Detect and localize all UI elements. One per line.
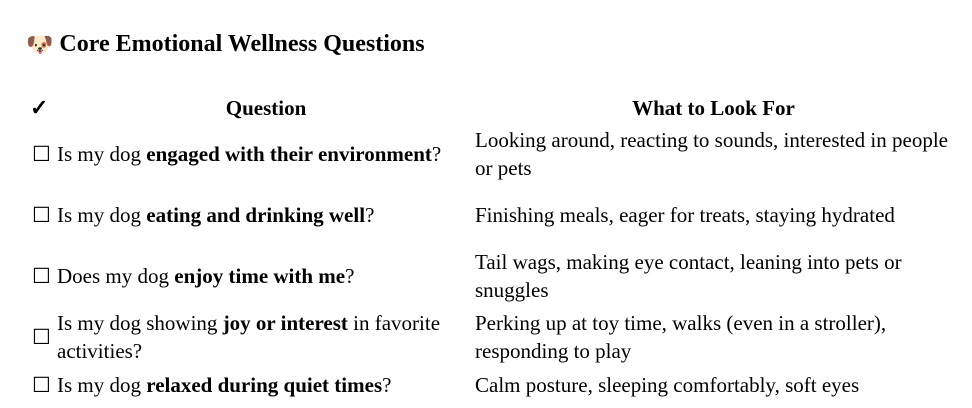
- question-text: Does my dog: [57, 263, 175, 288]
- question-header: Question: [225, 95, 307, 120]
- checkmark-header: ✓: [30, 94, 49, 120]
- checkbox-icon[interactable]: ☐: [32, 263, 51, 288]
- question-emphasis: engaged with their environment: [146, 141, 432, 166]
- question-text: in favorite activities?: [57, 310, 441, 363]
- question-text: ?: [431, 141, 442, 166]
- table-row: [28, 184, 952, 245]
- look-for-header: What to Look For: [632, 95, 795, 120]
- question-text: Is my dog: [57, 373, 147, 397]
- table-row: [28, 367, 952, 403]
- table-row: [28, 306, 952, 367]
- table-header-row: [28, 92, 952, 123]
- look-for-cell: Perking up at toy time, walks (even in a stroller), responding to play: [475, 310, 887, 363]
- dog-face-icon: 🐶: [26, 32, 54, 57]
- section-heading: [26, 28, 425, 61]
- wellness-questions-table: [28, 92, 952, 403]
- question-cell: [57, 123, 475, 184]
- question-emphasis: relaxed during quiet times: [146, 373, 383, 397]
- question-text: Is my dog showing: [57, 310, 223, 335]
- question-text: ?: [382, 373, 392, 397]
- checkbox-icon[interactable]: ☐: [32, 373, 51, 397]
- question-emphasis: eating and drinking well: [146, 202, 366, 227]
- checkbox-icon[interactable]: ☐: [32, 202, 51, 227]
- look-for-cell: Finishing meals, eager for treats, staying hydrated: [475, 202, 895, 227]
- question-cell: [57, 306, 475, 367]
- look-for-cell: Calm posture, sleeping comfortably, soft eyes: [475, 373, 860, 397]
- look-for-cell: Tail wags, making eye contact, leaning into pets or snuggles: [475, 249, 902, 302]
- question-text: ?: [345, 263, 355, 288]
- question-emphasis: joy or interest: [222, 310, 348, 335]
- checkbox-icon[interactable]: ☐: [32, 324, 51, 349]
- question-cell: [57, 245, 475, 306]
- question-emphasis: enjoy time with me: [174, 263, 346, 288]
- question-cell: [57, 184, 475, 245]
- table-row: [28, 123, 952, 184]
- table-row: [28, 245, 952, 306]
- question-text: ?: [365, 202, 375, 227]
- section-title: Core Emotional Wellness Questions: [59, 31, 425, 57]
- look-for-cell: Looking around, reacting to sounds, interested in people or pets: [475, 127, 948, 180]
- question-cell: [57, 367, 475, 403]
- question-text: Is my dog: [57, 141, 147, 166]
- question-text: Is my dog: [57, 202, 147, 227]
- checkbox-icon[interactable]: ☐: [32, 141, 51, 166]
